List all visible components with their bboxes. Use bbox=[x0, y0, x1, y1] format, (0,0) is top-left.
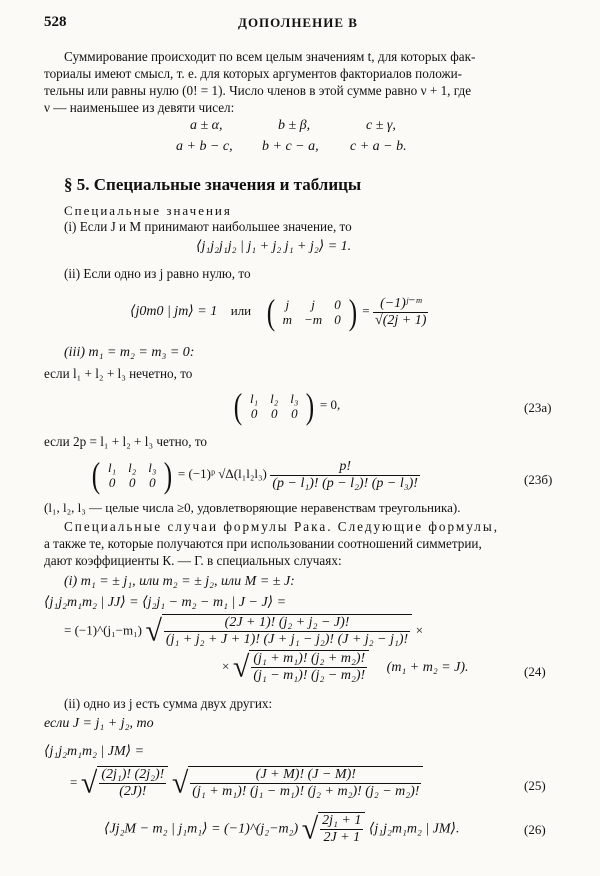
eq-25-fraction2: $\frac{(J + M)! (J - M)!}{\text{(j₁ + m₁)! (j₁ − m₁)! (j₂ + m₂)! (j₂ − m₂)!}}$ bbox=[192, 767, 420, 799]
eq-ii-or: или bbox=[230, 303, 252, 319]
eq-25-fraction1: $\frac{\text{(2j₁)! (2j₂)!}}{(2J)!}$ bbox=[101, 767, 165, 799]
equation-25-line2: = √ $\frac{\text{(2j₁)! (2j₂)!}}{(2J)!}$ √ $\frac{(J + M)! (J - M)!}{\text{(j₁ + m₁)! (j₁ − m₁)! (j₂ + m₂)! (j₂ − m₂)!}}$ bbox=[70, 766, 423, 801]
equation-24-line2: = (−1)^(j₁−m₁) √ $\frac{\text{(2J + 1)! (j₂ + j₂ − J)!}}{\text{(j₁ + j₂ + J + 1)! (J + j₁ − j₂)! (J + j₂ − j₁)!}}$ × bbox=[64, 614, 424, 648]
intro-paragraph bbox=[44, 48, 556, 116]
equation-23b: ( l₁ l₂ l₃ 0 0 0 ) = (−1)ᵖ √Δ(l₁l₂l₃) $\frac{p!}{\text{(p − l₁)! (p − l₂)! (p − l₃)!}}$ bbox=[91, 455, 418, 495]
case-iii-text: (iii) m₁ = m₂ = m₃ = 0: bbox=[64, 345, 195, 360]
nine-number: c ± γ, bbox=[366, 118, 396, 133]
nine-number: a + b − c, bbox=[176, 139, 233, 154]
case-ii-text: (ii) Если одно из j равно нулю, то bbox=[64, 266, 251, 281]
eq-24-fraction2: $\frac{\text{(j₁ + m₁)! (j₂ + m₂)!}}{\text{(j₁ − m₁)! (j₂ − m₂)!}}$ bbox=[253, 651, 366, 683]
running-head: ДОПОЛНЕНИЕ В bbox=[238, 15, 358, 30]
equation-25-line1: ⟨j₁j₂m₁m₂ | JM⟩ = bbox=[44, 744, 145, 759]
eq-ii-fraction: $\frac{\text{(−1)ʲ⁻ᵐ}}{√(2j + 1)}$ bbox=[375, 296, 427, 328]
case-ii2-text: (ii) одно из j есть сумма двух других: bbox=[64, 696, 273, 711]
intro-line: ν — наименьшее из девяти чисел: bbox=[44, 100, 235, 115]
eq-23a-3j-symbol: l₁ l₂ l₃ 0 0 0 bbox=[250, 391, 299, 421]
equation-23a: ( l₁ l₂ l₃ 0 0 0 ) = 0, bbox=[233, 386, 341, 426]
equation-25-tag: (25) bbox=[524, 778, 546, 793]
equation-case-ii: ⟨j0m0 | jm⟩ = 1 или ( j j 0 m −m 0 ) = $\frac{\text{(−1)ʲ⁻ᵐ}}{√(2j + 1)}$ bbox=[130, 292, 427, 332]
nine-number: c + a − b. bbox=[350, 139, 407, 154]
equation-24-line1: ⟨j₁j₂m₁m₂ | JJ⟩ = ⟨j₂j₁ − m₂ − m₁ | J − J⟩ = bbox=[44, 595, 287, 610]
eq-23b-fraction: $\frac{p!}{\text{(p − l₁)! (p − l₂)! (p − l₃)!}}$ bbox=[272, 458, 418, 491]
eq-23b-3j-symbol: l₁ l₂ l₃ 0 0 0 bbox=[108, 460, 157, 490]
equation-case-i: ⟨j₁j₂j₁j₂ | j₁ + j₂ j₁ + j₂⟩ = 1. bbox=[196, 239, 352, 254]
section-title: § 5. Специальные значения и таблицы bbox=[64, 175, 362, 194]
even-condition-text: если 2p = l₁ + l₂ + l₃ четно, то bbox=[44, 434, 208, 449]
equation-24-tag: (24) bbox=[524, 664, 546, 679]
nine-number: a ± α, bbox=[190, 118, 223, 133]
equation-24-line3: × √ $\frac{\text{(j₁ + m₁)! (j₂ + m₂)!}}{\text{(j₁ − m₁)! (j₂ − m₂)!}}$ (m₁ + m₂ = J). bbox=[222, 650, 469, 684]
intro-line: ториалы имеют смысл, т. е. для которых аргументов факториалов положи- bbox=[44, 66, 463, 81]
eq-24-fraction1: $\frac{\text{(2J + 1)! (j₂ + j₂ − J)!}}{\text{(j₁ + j₂ + J + 1)! (J + j₁ − j₂)! (J + j₂ − j₁)!}}$ bbox=[165, 615, 409, 647]
page-number: 528 bbox=[44, 14, 67, 30]
if-J-text: если J = j₁ + j₂, то bbox=[44, 716, 154, 731]
nine-number: b + c − a, bbox=[262, 139, 319, 154]
subheading-special-values: Специальные значения bbox=[64, 203, 232, 218]
racah-paragraph: Специальные случаи формулы Рака. Следующие формулы, а также те, которые получаются при использовании соотношений симметрии, дают коэффициенты К. — Г. в специальных случаях: bbox=[44, 519, 499, 568]
odd-condition-text: если l₁ + l₂ + l₃ нечетно, то bbox=[44, 366, 193, 381]
equation-26: ⟨Jj₂M − m₂ | j₁m₁⟩ = (−1)^(j₂−m₂) √ $\frac{\text{2j₁ + 1}}{2J + 1}$ ⟨j₁j₂m₁m₂ | JM⟩. bbox=[104, 812, 460, 846]
intro-line: Суммирование происходит по всем целым значениям t, для которых фак- bbox=[64, 49, 476, 64]
eq-ii-3j-symbol: j j 0 m −m 0 bbox=[282, 297, 341, 327]
case-i-text: (i) Если J и M принимают наибольшее значение, то bbox=[64, 219, 352, 234]
intro-line: тельны или равны нулю (0! = 1). Число членов в этой сумме равно ν + 1, где bbox=[44, 83, 472, 98]
equation-26-tag: (26) bbox=[524, 822, 546, 837]
eq-26-fraction: $\frac{\text{2j₁ + 1}}{2J + 1}$ bbox=[322, 813, 362, 845]
eq-ii-left: ⟨j0m0 | jm⟩ = 1 bbox=[130, 304, 218, 320]
note-integers: (l₁, l₂, l₃ — целые числа ≥0, удовлетворяющие неравенствам треугольника). bbox=[44, 500, 461, 515]
equation-23a-tag: (23а) bbox=[524, 400, 552, 415]
case-i2-text: (i) m₁ = ± j₁, или m₂ = ± j₂, или M = ± J: bbox=[64, 574, 295, 589]
equation-23b-tag: (23б) bbox=[524, 472, 553, 487]
nine-number: b ± β, bbox=[278, 118, 311, 133]
